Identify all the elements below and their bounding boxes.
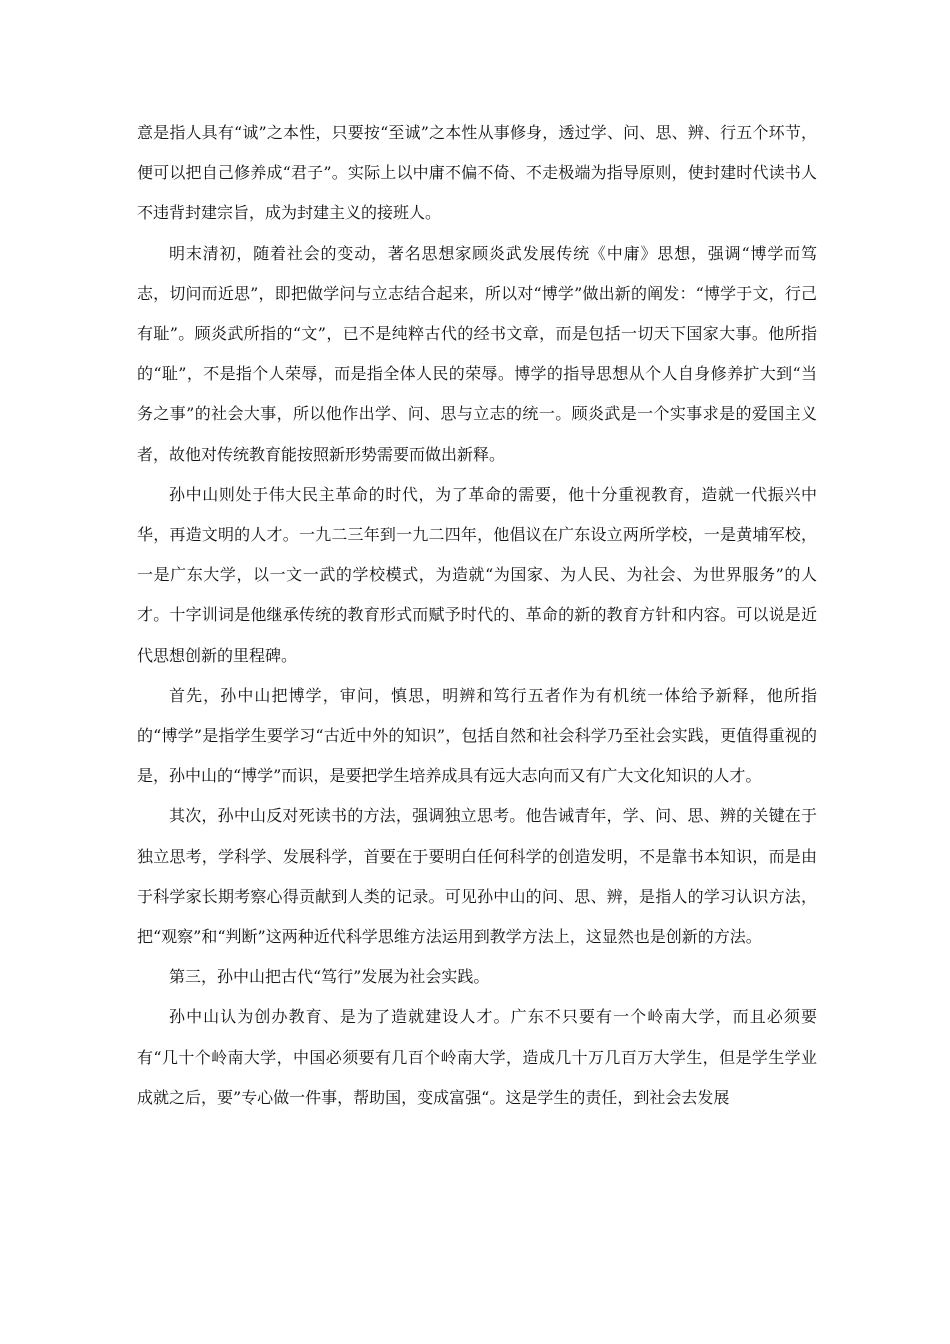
paragraph-5: 其次，孙中山反对死读书的方法，强调独立思考。他告诫青年，学、问、思、辨的关键在于独立思考，学科学、发展科学，首要在于要明白任何科学的创造发明，不是靠书本知识，而是由于科学家长期考察心得贡献到人类的记录。可见孙中山的问、思、辨，是指人的学习认识方法，把“观察”和“判断”这两种近代科学思维方法运用到教学方法上，这显然也是创新的方法。 [137,806,817,947]
paragraph-7: 孙中山认为创办教育、是为了造就建设人才。广东不只要有一个岭南大学，而且必须要有“几十个岭南大学，中国必须要有几百个岭南大学，造成几十万几百万大学生，但是学生学业成就之后，要”专心做一件事，帮助国，变成富强“。这是学生的责任，到社会去发展 [137,1007,817,1107]
paragraph-1: 意是指人具有“诚”之本性，只要按“至诚”之本性从事修身，透过学、问、思、辨、行五个环节，便可以把自己修养成“君子”。实际上以中庸不偏不倚、不走极端为指导原则，使封建时代读书人不违背封建宗旨，成为封建主义的接班人。 [137,123,817,223]
document-page [137,113,817,1118]
paragraph-6: 第三，孙中山把古代“笃行”发展为社会实践。 [169,967,490,987]
paragraph-4: 首先，孙中山把博学，审问，慎思，明辨和笃行五者作为有机统一体给予新释，他所指的“博学”是指学生要学习“古近中外的知识”，包括自然和社会科学乃至社会实践，更值得重视的是，孙中山的“博学”而识，是要把学生培养成具有远大志向而又有广大文化知识的人才。 [137,685,817,786]
paragraph-3: 孙中山则处于伟大民主革命的时代，为了革命的需要，他十分重视教育，造就一代振兴中华，再造文明的人才。一九二三年到一九二四年，他倡议在广东设立两所学校，一是黄埔军校，一是广东大学，以一文一武的学校模式，为造就“为国家、为人民、为社会、为世界服务”的人才。十字训词是他继承传统的教育形式而赋予时代的、革命的新的教育方针和内容。可以说是近代思想创新的里程碑。 [137,484,817,665]
paragraph-2: 明末清初，随着社会的变动，著名思想家顾炎武发展传统《中庸》思想，强调“博学而笃志，切问而近思”，即把做学问与立志结合起来，所以对“博学”做出新的阐发：“博学于文，行己有耻”。顾炎武所指的“文”，已不是纯粹古代的经书文章，而是包括一切天下国家大事。他所指的“耻”，不是指个人荣辱，而是指全体人民的荣辱。博学的指导思想从个人自身修养扩大到“当务之事”的社会大事，所以他作出学、问、思与立志的统一。顾炎武是一个实事求是的爱国主义者，故他对传统教育能按照新形势需要而做出新释。 [137,243,817,464]
